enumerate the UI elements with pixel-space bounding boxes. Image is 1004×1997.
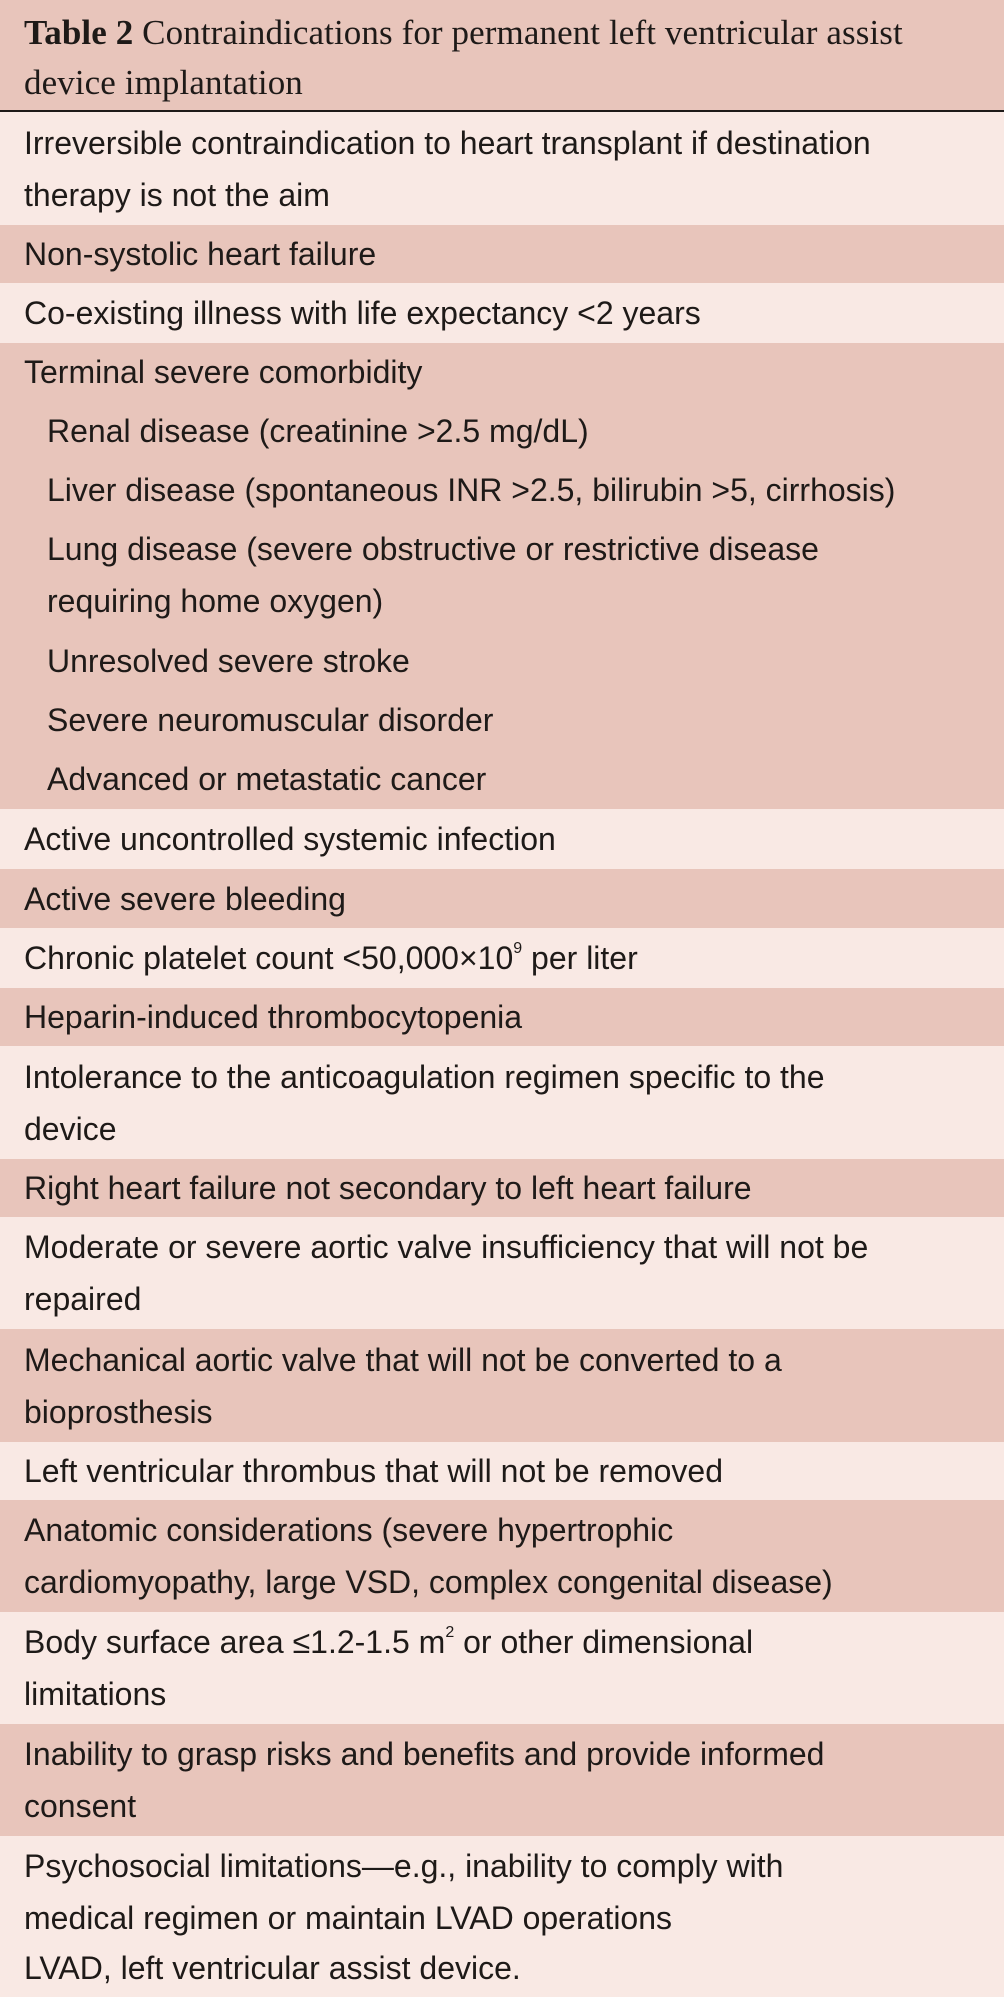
row-text: Liver disease (spontaneous INR >2.5, bilirubin >5, cirrhosis) <box>47 471 896 508</box>
row-text: Intolerance to the anticoagulation regimen specific to the <box>24 1058 825 1095</box>
table-footnote: LVAD, left ventricular assist device. <box>0 1940 1004 1997</box>
contraindications-list <box>0 112 1004 1938</box>
row-text-continued: therapy is not the aim <box>24 176 330 213</box>
row-text: Left ventricular thrombus that will not be removed <box>24 1453 723 1489</box>
row-text: Lung disease (severe obstructive or restrictive disease <box>47 531 819 567</box>
row-text-continued: device <box>24 1110 117 1147</box>
table-row-sub <box>0 749 1004 809</box>
row-text: Moderate or severe aortic valve insufficiency that will not be <box>24 1229 869 1265</box>
table-row <box>0 1836 1004 1948</box>
table-row-sub <box>0 519 1004 631</box>
table-row <box>0 112 1004 225</box>
row-text: Co-existing illness with life expectancy <2 years <box>24 295 701 331</box>
table-row <box>0 1329 1004 1442</box>
superscript-exponent: 2 <box>445 1624 455 1642</box>
table-row <box>0 1046 1004 1159</box>
row-text-continued: requiring home oxygen) <box>47 583 384 619</box>
table-row <box>0 988 1004 1046</box>
table-title-line-1: Contraindications for permanent left ventricular assist <box>142 13 903 52</box>
table-row <box>0 1217 1004 1329</box>
table-label: Table 2 <box>24 13 134 52</box>
row-text: Right heart failure not secondary to left heart failure <box>24 1170 752 1206</box>
row-text-continued: medical regimen or maintain LVAD operations <box>24 1900 673 1936</box>
caption-line-1 <box>24 8 982 58</box>
row-text-main: Body surface area ≤1.2-1.5 m <box>24 1624 446 1660</box>
row-text: Unresolved severe stroke <box>47 642 410 679</box>
row-text-continued: cardiomyopathy, large VSD, complex congenital disease) <box>24 1564 833 1600</box>
row-text-tail: or other dimensional <box>454 1624 754 1660</box>
row-text: Advanced or metastatic cancer <box>47 761 487 797</box>
row-text: Mechanical aortic valve that will not be converted to a <box>24 1341 782 1378</box>
table-row-sub <box>0 460 1004 519</box>
row-text: Inability to grasp risks and benefits and provide informed <box>24 1736 825 1772</box>
row-text-main: Chronic platelet count <50,000×10 <box>24 940 514 976</box>
row-text: Anatomic considerations (severe hypertrophic <box>24 1512 674 1548</box>
table-row-sub <box>0 690 1004 749</box>
row-text: Active severe bleeding <box>24 880 346 917</box>
table-caption <box>0 0 1004 110</box>
superscript-exponent: 9 <box>513 940 523 958</box>
table-row <box>0 1724 1004 1836</box>
table-row <box>0 928 1004 988</box>
row-text: Irreversible contraindication to heart transplant if destination <box>24 124 871 161</box>
row-text <box>24 1616 984 1668</box>
row-text-continued: bioprosthesis <box>24 1393 213 1430</box>
row-text-tail: per liter <box>522 940 638 976</box>
table-row <box>0 1612 1004 1724</box>
row-text <box>24 932 984 984</box>
row-text-continued: repaired <box>24 1281 142 1317</box>
table-row <box>0 809 1004 869</box>
row-text-continued: limitations <box>24 1676 167 1712</box>
table-row <box>0 869 1004 928</box>
row-text: Psychosocial limitations—e.g., inability to comply with <box>24 1848 784 1884</box>
table-row <box>0 283 1004 343</box>
table-row <box>0 225 1004 283</box>
row-text: Severe neuromuscular disorder <box>47 701 494 738</box>
row-text: Non-systolic heart failure <box>24 236 377 272</box>
row-text-continued: consent <box>24 1788 137 1824</box>
table-row <box>0 1442 1004 1500</box>
table-title-line-2: device implantation <box>24 63 303 102</box>
table-row-sub <box>0 631 1004 690</box>
row-text: Heparin-induced thrombocytopenia <box>24 999 523 1035</box>
table-row <box>0 1159 1004 1217</box>
table-row-sub <box>0 401 1004 460</box>
table-row <box>0 343 1004 401</box>
table-row <box>0 1500 1004 1612</box>
row-text: Active uncontrolled systemic infection <box>24 821 556 857</box>
row-text: Renal disease (creatinine >2.5 mg/dL) <box>47 412 589 449</box>
row-text: Terminal severe comorbidity <box>24 354 423 390</box>
